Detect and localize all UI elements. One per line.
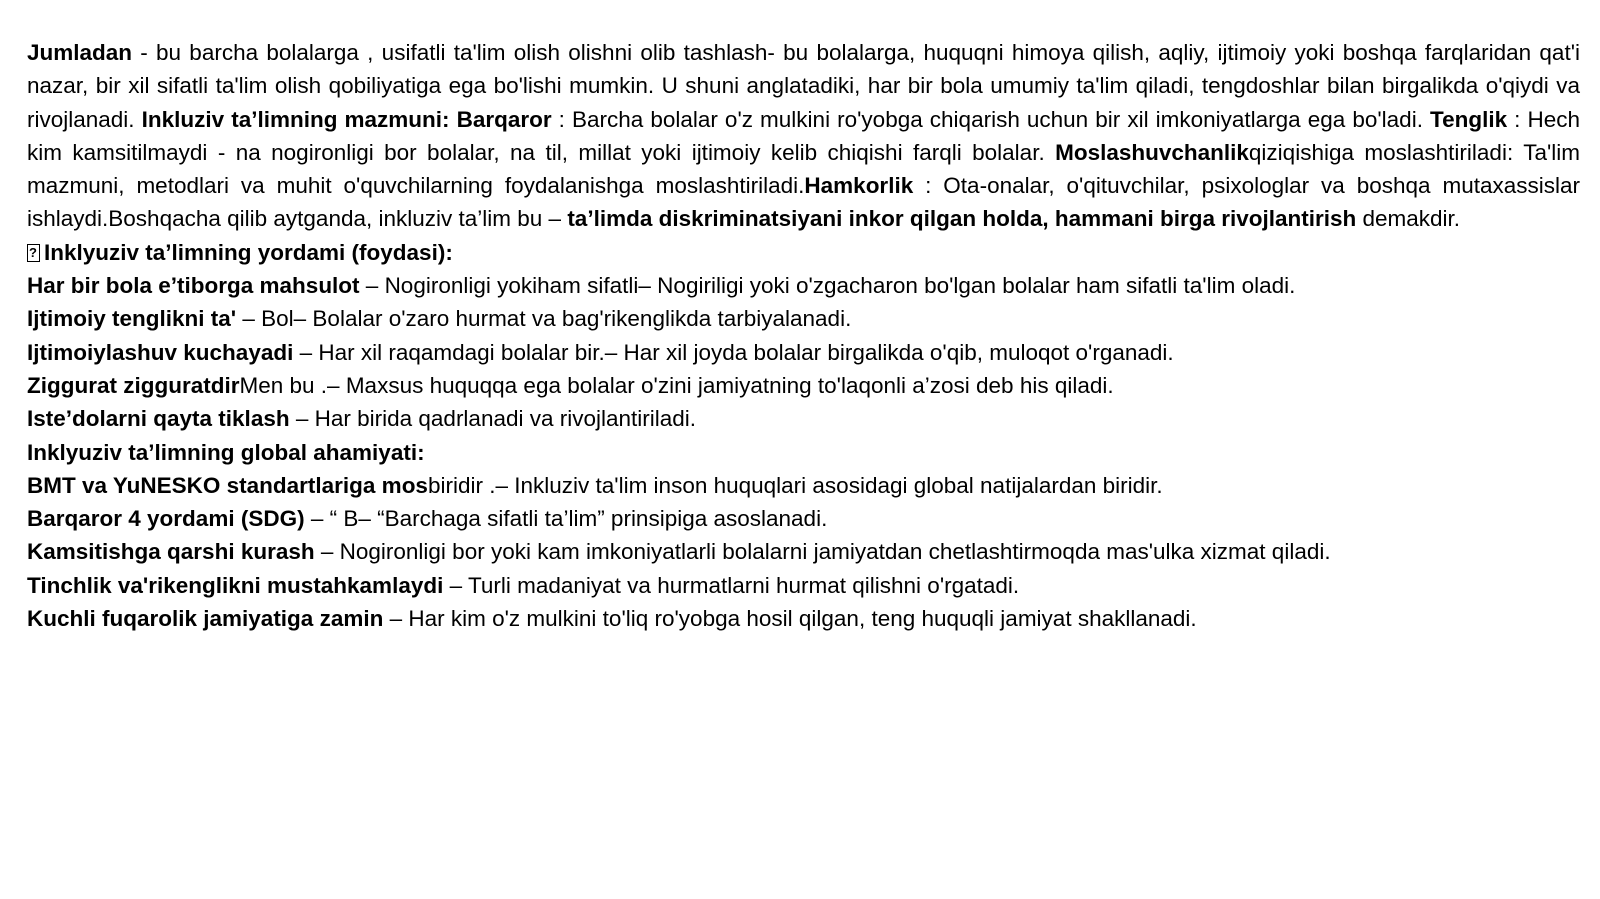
global-text: biridir .– Inkluziv ta'lim inson huquqlari asosidagi global natijalardan biridir. (427, 472, 1163, 498)
intro-text-2: : Barcha bolalar o'z mulkini ro'yobga chiqarish uchun bir xil imkoniyatlarga ega bo'ladi. (551, 106, 1431, 132)
benefits-heading (27, 236, 1580, 269)
global-text: – “ B– “Barchaga sifatli ta’lim” prinsipiga asoslanadi. (304, 506, 828, 532)
term-hamkorlik: Hamkorlik (804, 173, 914, 199)
benefit-text: Men bu .– Maxsus huquqqa ega bolalar o'zini jamiyatning to'laqonli a’zosi deb his qiladi. (239, 372, 1114, 398)
term-tenglik: Tenglik (1430, 106, 1508, 132)
global-text: – Turli madaniyat va hurmatlarni hurmat qilishni o'rgatadi. (443, 572, 1020, 598)
term-jumladan: Jumladan (27, 40, 133, 65)
benefit-term: Har bir bola e’tiborga mahsulot (27, 273, 360, 299)
term-mazmuni-barqaror: Inkluziv ta’limning mazmuni: Barqaror (141, 106, 552, 132)
global-term: Barqaror 4 yordami (SDG) (27, 506, 305, 532)
intro-text-4: qiziqishiga moslashtiriladi: Ta'lim mazmuni, metodlari va muhit o'quvchilarning foydalanishga moslashtiriladi. (27, 139, 1580, 199)
missing-glyph-icon (27, 244, 40, 262)
benefit-text: – Nogironligi yokiham sifatli– Nogiriligi yoki o'zgacharon bo'lgan bolalar ham sifatli ta'lim oladi. (359, 273, 1296, 299)
list-item (27, 402, 1580, 435)
term-moslashuvchanlik: Moslashuvchanlik (1055, 139, 1249, 165)
intro-text-3: : Hech kim kamsitilmaydi - na nogironligi bor bolalar, na til, millat yoki ijtimoiy kelib chiqishi farqli bolalar. (27, 106, 1581, 165)
intro-text-5: : Ota-onalar, o'qituvchilar, psixologlar va boshqa mutaxassislar ishlaydi.Boshqacha qilib aytganda, inkluziv ta’lim bu – (27, 173, 1580, 232)
list-item (27, 602, 1580, 635)
document-page (27, 36, 1580, 635)
intro-paragraph (27, 36, 1580, 236)
benefit-text: – Har xil raqamdagi bolalar bir.– Har xil joyda bolalar birgalikda o'qib, muloqot o'rganadi. (293, 339, 1174, 365)
global-text: – Nogironligi bor yoki kam imkoniyatlarli bolalarni jamiyatdan chetlashtirmoqda mas'ulka xizmat qiladi. (314, 539, 1331, 565)
benefit-term: Ijtimoiy tenglikni ta' (27, 306, 237, 332)
global-term: Tinchlik va'rikenglikni mustahkamlaydi (27, 572, 444, 598)
list-item (27, 469, 1580, 502)
list-item (27, 502, 1580, 535)
global-heading (27, 436, 1580, 469)
benefits-heading-text: Inklyuziv ta’limning yordami (foydasi): (44, 239, 453, 265)
global-text: – Har kim o'z mulkini to'liq ro'yobga hosil qilgan, teng huquqli jamiyat shakllanadi. (383, 606, 1197, 632)
benefit-term: Iste’dolarni qayta tiklash (27, 406, 290, 432)
global-heading-text: Inklyuziv ta’limning global ahamiyati: (27, 439, 425, 465)
list-item (27, 269, 1580, 302)
intro-text-6: demakdir. (1356, 206, 1461, 232)
global-term: Kuchli fuqarolik jamiyatiga zamin (27, 606, 384, 632)
global-term: Kamsitishga qarshi kurash (27, 539, 315, 565)
list-item (27, 336, 1580, 369)
term-conclusion: ta’limda diskriminatsiyani inkor qilgan holda, hammani birga rivojlantirish (567, 206, 1357, 232)
list-item (27, 369, 1580, 402)
list-item (27, 535, 1580, 568)
list-item (27, 569, 1580, 602)
benefit-text: – Bol– Bolalar o'zaro hurmat va bag'rikenglikda tarbiyalanadi. (236, 306, 852, 332)
global-term: BMT va YuNESKO standartlariga mos (27, 472, 428, 498)
benefit-text: – Har birida qadrlanadi va rivojlantiriladi. (289, 406, 697, 432)
intro-text-1: - bu barcha bolalarga , usifatli ta'lim olish olishni olib tashlash- bu bolalarga, huquqni himoya qilish, aqliy, ijtimoiy yoki boshqa farqlaridan qat'i nazar, bir xil sifatli ta'lim olish qobiliyatiga ega bo'lishi mumkin. U shuni anglatadiki, har bir bola umumiy ta'lim qiladi, tengdoshlar bilan birgalikda o'qiydi va rivojlanadi. (27, 40, 1580, 132)
benefit-term: Ijtimoiylashuv kuchayadi (27, 339, 294, 365)
benefit-term: Ziggurat zigguratdir (27, 372, 240, 398)
list-item (27, 302, 1580, 335)
